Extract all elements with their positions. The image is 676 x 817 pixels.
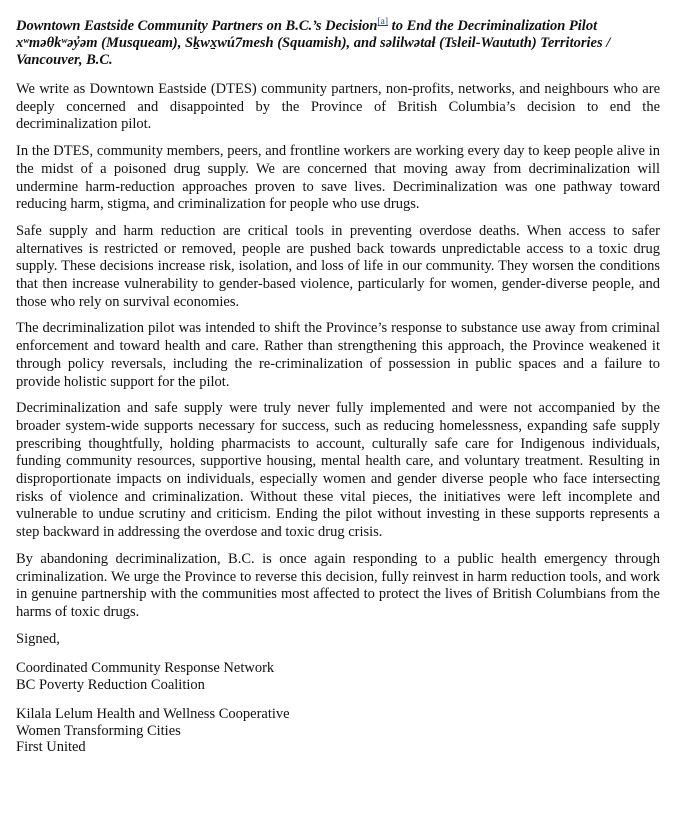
signatory: Kilala Lelum Health and Wellness Cooperative <box>16 706 290 723</box>
document-title <box>16 18 660 69</box>
signatory: First United <box>16 739 86 756</box>
paragraph-1: We write as Downtown Eastside (DTES) community partners, non-profits, networks, and neighbours who are deeply concerned and disappointed by the Province of British Columbia’s decision to end the decriminalization pilot. <box>16 81 660 133</box>
signatory: Women Transforming Cities <box>16 722 181 739</box>
footnote-link[interactable]: [a] <box>377 17 389 28</box>
paragraph-2: In the DTES, community members, peers, and frontline workers are working every day to keep people alive in the midst of a poisoned drug supply. We are concerned that moving away from decriminalization will undermine harm-reduction approaches proven to save lives. Decriminalization was one pathway toward reducing harm, stigma, and criminalization for people who use drugs. <box>16 143 660 213</box>
paragraph-6: By abandoning decriminalization, B.C. is once again responding to a public health emergency through criminalization. We urge the Province to reverse this decision, fully reinvest in harm reduction tools, and work in genuine partnership with the communities most affected to protect the lives of British Columbians from the harms of toxic drugs. <box>16 550 660 620</box>
paragraph-3: Safe supply and harm reduction are critical tools in preventing overdose deaths. When access to safer alternatives is restricted or removed, people are pushed back towards unpredictable access to a toxic drug supply. These decisions increase risk, isolation, and loss of life in our community. They worsen the conditions that then increase vulnerability to gender-based violence, particularly for women, gender-diverse people, and those who rely on survival economies. <box>16 222 660 310</box>
signed-label: Signed, <box>16 630 60 647</box>
title-part-1: Downtown Eastside Community Partners on B.C.’s Decision <box>16 18 378 34</box>
signatory: Coordinated Community Response Network <box>16 660 275 677</box>
signatory: BC Poverty Reduction Coalition <box>16 676 205 693</box>
title-part-2: to End the Decriminalization Pilot xʷməθkʷəy̓əm (Musqueam), Sḵwx̱wú7mesh (Squamish), and səlilwətaɬ (Tsleil-Waututh) Territories / Vancouver, B.C. <box>16 18 611 68</box>
signatories-group-2 <box>16 706 660 756</box>
signatories-group-1 <box>16 660 660 693</box>
paragraph-5: Decriminalization and safe supply were truly never fully implemented and were not accompanied by the broader system-wide supports necessary for success, such as reducing homelessness, expanding safe supply prescribing thoughtfully, holding pharmacists to account, culturally safe care for Indigenous individuals, funding community resources, supportive housing, mental health care, and voluntary treatment. Resulting in disproportionate impacts on individuals, especially women and gender diverse people who face intersecting risks of violence and criminalization. Without these vital pieces, the initiatives were left incomplete and vulnerable to undue scrutiny and criticism. Ending the pilot without investing in these supports represents a step backward in addressing the overdose and toxic drug crisis. <box>16 400 660 541</box>
paragraph-4: The decriminalization pilot was intended to shift the Province’s response to substance use away from criminal enforcement and toward health and care. Rather than strengthening this approach, the Province weakened it through policy reversals, including the re-criminalization of possession in public spaces and a failure to provide holistic support for the pilot. <box>16 320 660 390</box>
